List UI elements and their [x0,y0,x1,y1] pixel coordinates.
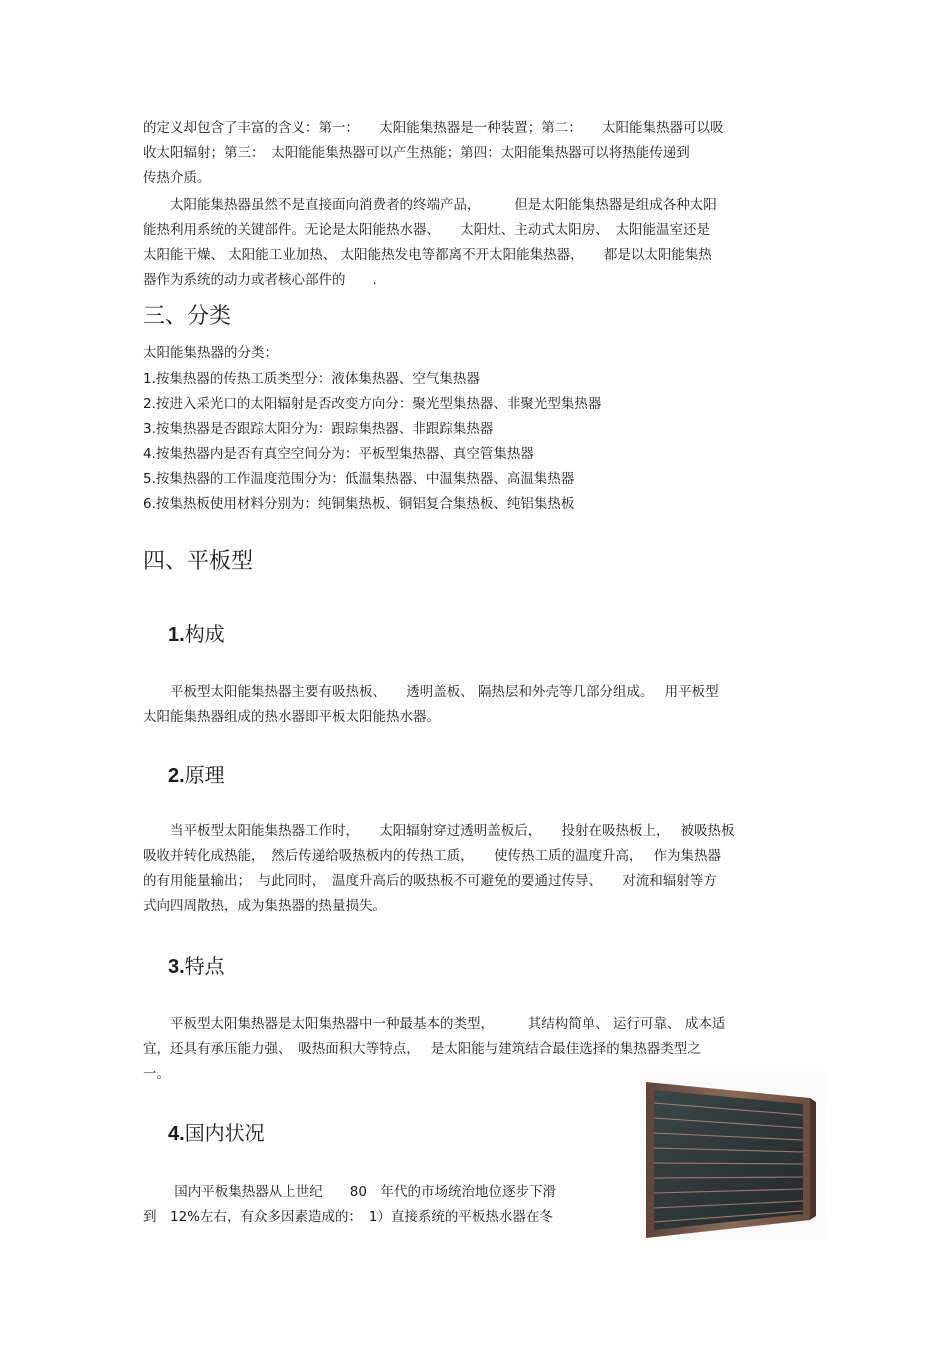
text-line: 传热介质。 [143,170,211,186]
text-line: 式向四周散热，成为集热器的热量损失。 [143,898,386,914]
text-line: 太阳能干燥、 太阳能工业加热、 太阳能热发电等都离不开太阳能集热器， 都是以太阳能集热 [143,247,712,263]
flat-plate-solar-collector-icon [640,1070,825,1240]
list-item: 4.按集热器内是否有真空空间分为：平板型集热器、真空管集热器 [143,446,534,462]
text-line: 平板型太阳能集热器主要有吸热板、 透明盖板、 隔热层和外壳等几部分组成。 用平板型 [143,684,719,700]
text-line: 能热利用系统的关键部件。无论是太阳能热水器、 太阳灶、主动式太阳房、 太阳能温室还是 [143,222,710,238]
subheading-title: 特点 [184,954,225,978]
subheading-domestic-status [168,1119,265,1148]
text-line: 宜，还具有承压能力强、 吸热面积大等特点， 是太阳能与建筑结合最佳选择的集热器类型之 [143,1041,701,1057]
section-heading-flat-plate: 四、平板型 [143,549,254,574]
list-item: 3.按集热器是否跟踪太阳分为：跟踪集热器、非跟踪集热器 [143,421,494,437]
classification-intro: 太阳能集热器的分类： [143,345,278,361]
text-line: 的有用能量输出； 与此同时， 温度升高后的吸热板不可避免的要通过传导、 对流和辐射等方 [143,873,717,889]
subheading-title: 构成 [184,622,225,646]
classification-list [143,367,803,517]
text-line: 一。 [143,1066,170,1082]
principle-paragraph [143,819,803,919]
subheading-features [168,952,225,981]
subheading-title: 国内状况 [184,1121,265,1145]
domestic-status-paragraph [143,1180,613,1230]
subheading-number: 2. [168,765,185,787]
intro-paragraph [143,116,803,191]
subheading-title: 原理 [184,763,225,787]
section-heading-classification: 三、分类 [143,304,232,329]
solar-collector-photo [640,1070,825,1240]
text-line: 太阳能集热器虽然不是直接面向消费者的终端产品， 但是太阳能集热器是组成各种太阳 [143,197,717,213]
subheading-principle [168,761,225,790]
text-line: 太阳能集热器组成的热水器即平板太阳能热水器。 [143,709,440,725]
subheading-number: 3. [168,956,185,978]
list-item: 2.按进入采光口的太阳辐射是否改变方向分：聚光型集热器、非聚光型集热器 [143,396,602,412]
text-line: 当平板型太阳能集热器工作时， 太阳辐射穿过透明盖板后， 投射在吸热板上， 被吸热板 [143,823,735,839]
collector-edge [810,1098,816,1220]
text-line: 收太阳辐射；第三： 太阳能能集热器可以产生热能；第四：太阳能集热器可以将热能传递到 [143,145,690,161]
text-line: 到 12%左右，有众多因素造成的： 1）直接系统的平板热水器在冬 [143,1209,553,1225]
text-line: 器作为系统的动力或者核心部件的 . [143,272,377,288]
subheading-composition [168,620,225,649]
importance-paragraph [143,193,803,293]
composition-paragraph [143,680,803,730]
list-item: 6.按集热板使用材料分别为：纯铜集热板、铜铝复合集热板、纯铝集热板 [143,496,575,512]
text-line: 吸收并转化成热能， 然后传递给吸热板内的传热工质， 使传热工质的温度升高， 作为集热器 [143,848,722,864]
list-item: 1.按集热器的传热工质类型分：液体集热器、空气集热器 [143,371,480,387]
text-line: 平板型太阳集热器是太阳集热器中一种最基本的类型， 其结构简单、 运行可靠、 成本适 [143,1016,726,1032]
text-line: 国内平板集热器从上世纪 80 年代的市场统治地位逐步下滑 [143,1184,556,1200]
subheading-number: 1. [168,624,185,646]
collector-glass [654,1090,803,1230]
list-item: 5.按集热器的工作温度范围分为：低温集热器、中温集热器、高温集热器 [143,471,575,487]
subheading-number: 4. [168,1123,185,1145]
text-line: 的定义却包含了丰富的含义：第一： 太阳能集热器是一种装置；第二： 太阳能集热器可以吸 [143,120,724,136]
